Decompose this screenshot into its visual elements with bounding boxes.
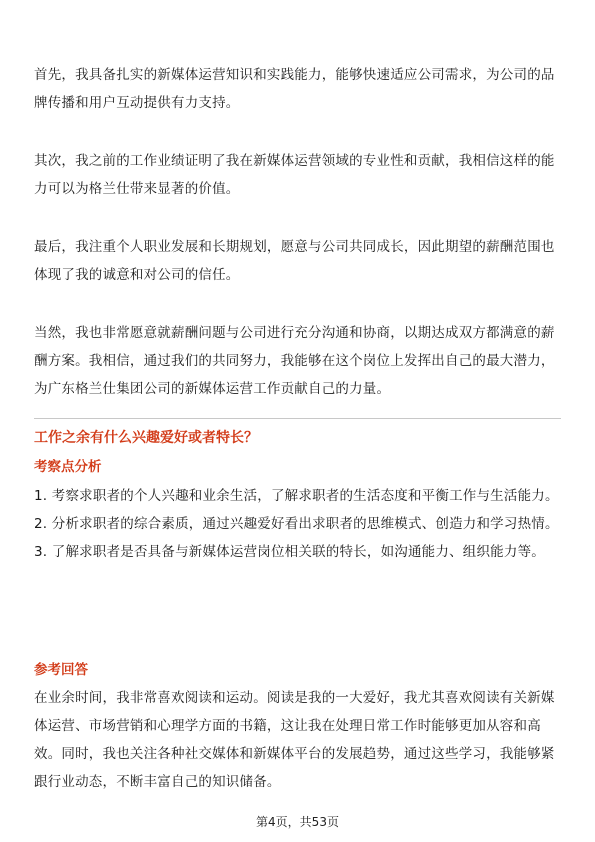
analysis-heading: 考察点分析 [34,459,102,475]
answer-heading: 参考回答 [34,662,88,678]
paragraph-4: 当然，我也非常愿意就薪酬问题与公司进行充分沟通和协商，以期达成双方都满意的薪酬方案。我相信，通过我们的共同努力，我能够在这个岗位上发挥出自己的最大潜力，为广东格兰仕集团公司的新媒体运营工作贡献自己的力量。 [34,325,555,397]
analysis-list [34,482,564,566]
page-number: 第4页，共53页 [256,815,339,829]
paragraph-2: 其次，我之前的工作业绩证明了我在新媒体运营领域的专业性和贡献，我相信这样的能力可以为格兰仕带来显著的价值。 [34,153,555,197]
paragraph-1: 首先，我具备扎实的新媒体运营知识和实践能力，能够快速适应公司需求，为公司的品牌传播和用户互动提供有力支持。 [34,67,555,111]
analysis-item-3: 3. 了解求职者是否具备与新媒体运营岗位相关联的特长，如沟通能力、组织能力等。 [34,544,545,560]
answer-text: 在业余时间，我非常喜欢阅读和运动。阅读是我的一大爱好，我尤其喜欢阅读有关新媒体运营、市场营销和心理学方面的书籍，这让我在处理日常工作时能够更加从容和高效。同时，我也关注各种社交媒体和新媒体平台的发展趋势，通过这些学习，我能够紧跟行业动态，不断丰富自己的知识储备。 [34,690,555,790]
analysis-item-2: 2. 分析求职者的综合素质，通过兴趣爱好看出求职者的思维模式、创造力和学习热情。 [34,516,559,532]
question-title: 工作之余有什么兴趣爱好或者特长？ [34,430,258,446]
paragraph-3: 最后，我注重个人职业发展和长期规划，愿意与公司共同成长，因此期望的薪酬范围也体现了我的诚意和对公司的信任。 [34,239,555,283]
analysis-item-1: 1. 考察求职者的个人兴趣和业余生活，了解求职者的生活态度和平衡工作与生活能力。 [34,488,559,504]
section-divider [34,418,561,419]
